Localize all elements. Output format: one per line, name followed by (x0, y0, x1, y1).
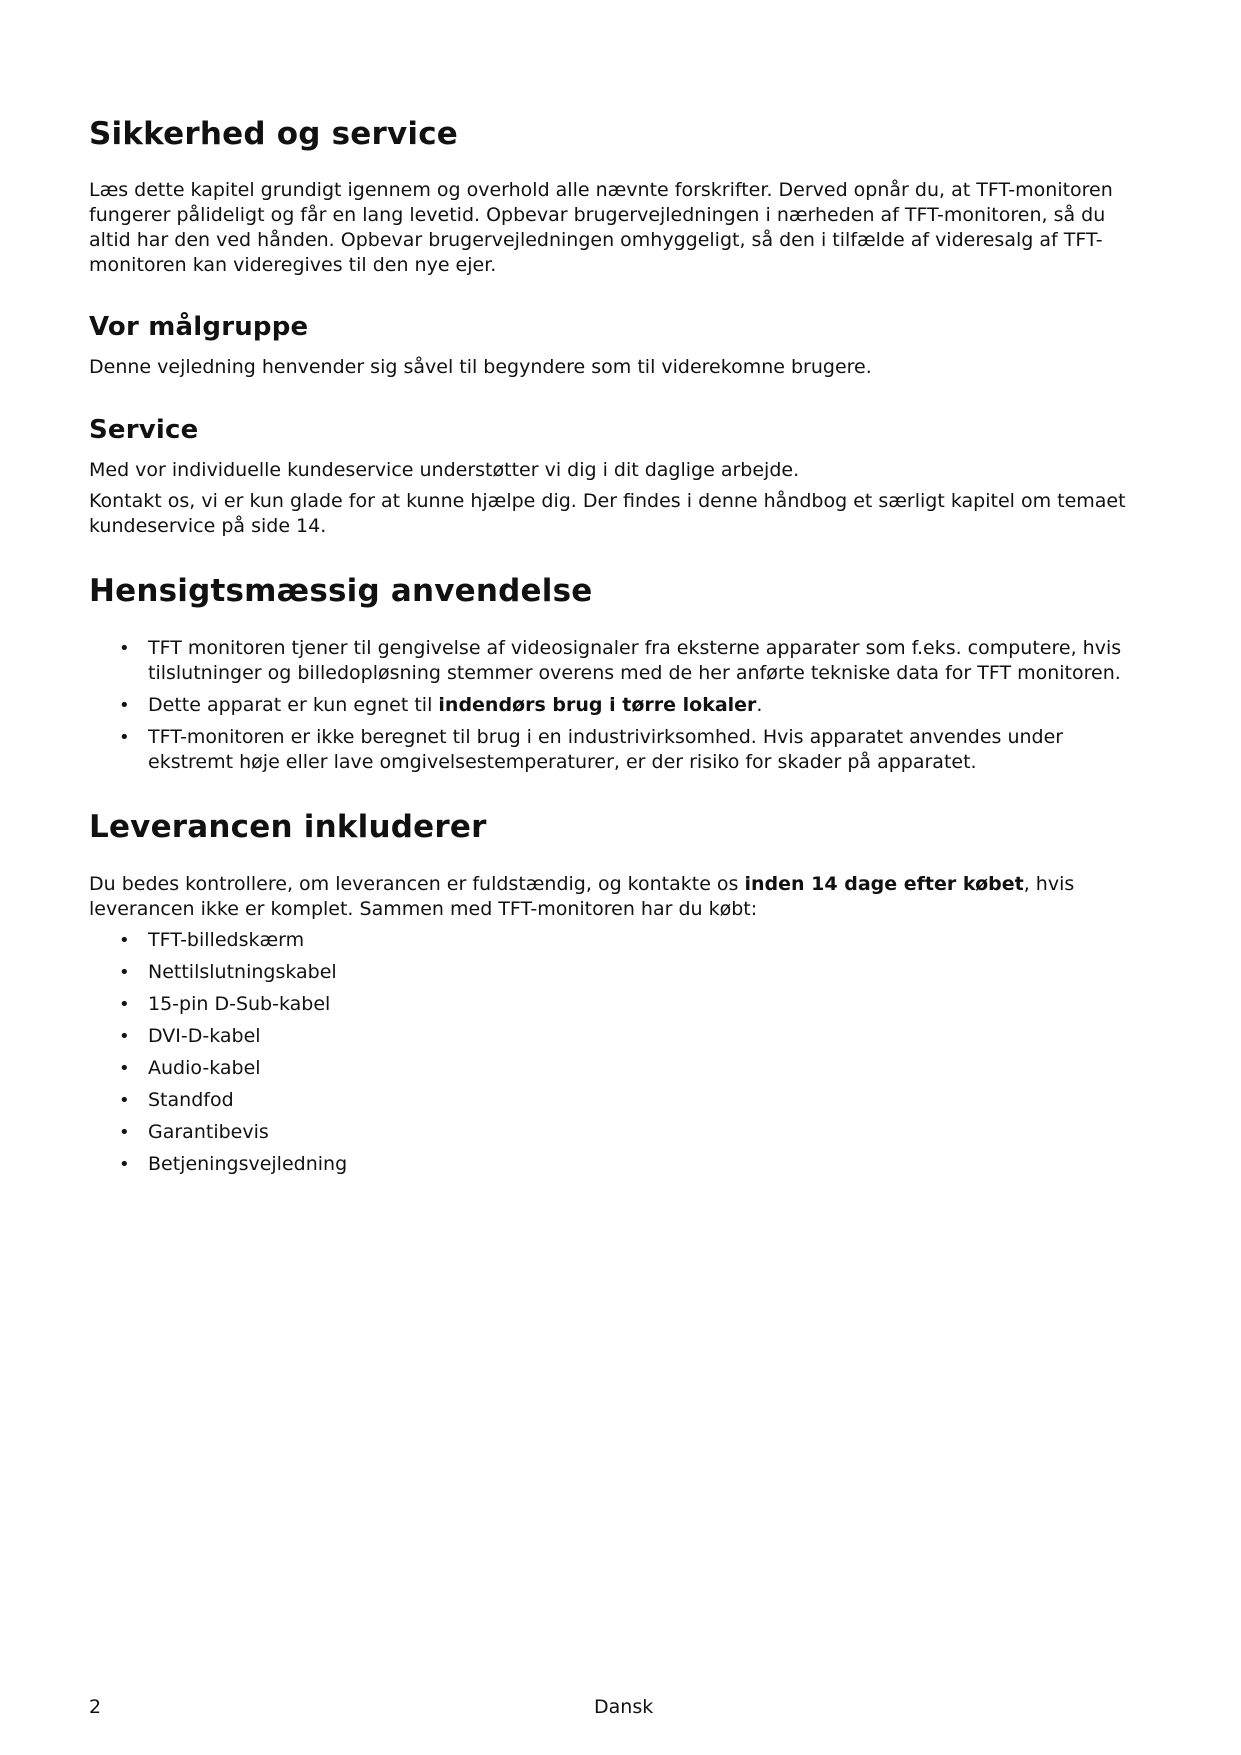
list-item: • TFT monitoren tjener til gengivelse af videosignaler fra eksterne apparater som f.eks. computere, hvis tilslutninger og billedopløsning stemmer overens med de her anførte tekniske data for TFT monitoren. (119, 637, 1122, 684)
paragraph-target-group: Denne vejledning henvender sig såvel til begyndere som til viderekomne brugere. (89, 356, 872, 378)
bullet-icon: • (119, 1026, 130, 1047)
heading-usage: Hensigtsmæssig anvendelse (89, 573, 593, 609)
paragraph-service-1: Med vor individuelle kundeservice understøtter vi dig i dit daglige arbejde. (89, 459, 800, 481)
emphasis-text: inden 14 dage efter købet (744, 873, 1024, 895)
bullet-icon: • (119, 1122, 130, 1143)
emphasis-text: indendørs brug i tørre lokaler (438, 694, 757, 716)
list-item: • Garantibevis (119, 1121, 269, 1143)
list-item: • Standfod (119, 1089, 234, 1111)
footer-language: Dansk (594, 1696, 654, 1718)
usage-list (89, 636, 1149, 775)
bullet-icon: • (119, 962, 130, 983)
heading-service: Service (89, 415, 199, 445)
list-item: • DVI-D-kabel (119, 1025, 261, 1047)
list-item: • TFT-billedskærm (119, 929, 305, 951)
paragraph-safety: Læs dette kapitel grundigt igennem og overhold alle nævnte forskrifter. Derved opnår du, at TFT-monitoren fungerer pålideligt og får en lang levetid. Opbevar brugervejledningen i nærheden af TFT-monitoren, så du altid har den ved hånden. Opbevar brugervejledningen omhyggeligt, så den i tilfælde af videresalg af TFT-monitoren kan videregives til den nye ejer. (89, 179, 1113, 276)
list-item: • 15-pin D-Sub-kabel (119, 993, 331, 1015)
paragraph-delivery: Du bedes kontrollere, om leverancen er fuldstændig, og kontakte os inden 14 dage efter købet, hvis leverancen ikke er komplet. Sammen med TFT-monitoren har du købt: (89, 873, 1075, 920)
page-number: 2 (89, 1696, 102, 1718)
delivery-list (89, 928, 1149, 1177)
bullet-icon: • (119, 930, 130, 951)
list-item: • Dette apparat er kun egnet til indendørs brug i tørre lokaler. (119, 694, 763, 716)
heading-target-group: Vor målgruppe (89, 312, 309, 342)
paragraph-service-2: Kontakt os, vi er kun glade for at kunne hjælpe dig. Der findes i denne håndbog et særligt kapitel om temaet kundeservice på side 14. (89, 490, 1126, 537)
bullet-icon: • (119, 727, 130, 748)
bullet-icon: • (119, 994, 130, 1015)
list-item: • Betjeningsvejledning (119, 1153, 348, 1175)
list-item: • Nettilslutningskabel (119, 961, 337, 983)
heading-safety: Sikkerhed og service (89, 116, 459, 152)
list-item: • TFT-monitoren er ikke beregnet til brug i en industrivirksomhed. Hvis apparatet anvendes under ekstremt høje eller lave omgivelsestemperaturer, er der risiko for skader på apparatet. (119, 726, 1064, 773)
bullet-icon: • (119, 1058, 130, 1079)
bullet-icon: • (119, 1090, 130, 1111)
heading-delivery: Leverancen inkluderer (89, 809, 487, 845)
bullet-icon: • (119, 695, 130, 716)
list-item: • Audio-kabel (119, 1057, 261, 1079)
bullet-icon: • (119, 638, 130, 659)
bullet-icon: • (119, 1154, 130, 1175)
